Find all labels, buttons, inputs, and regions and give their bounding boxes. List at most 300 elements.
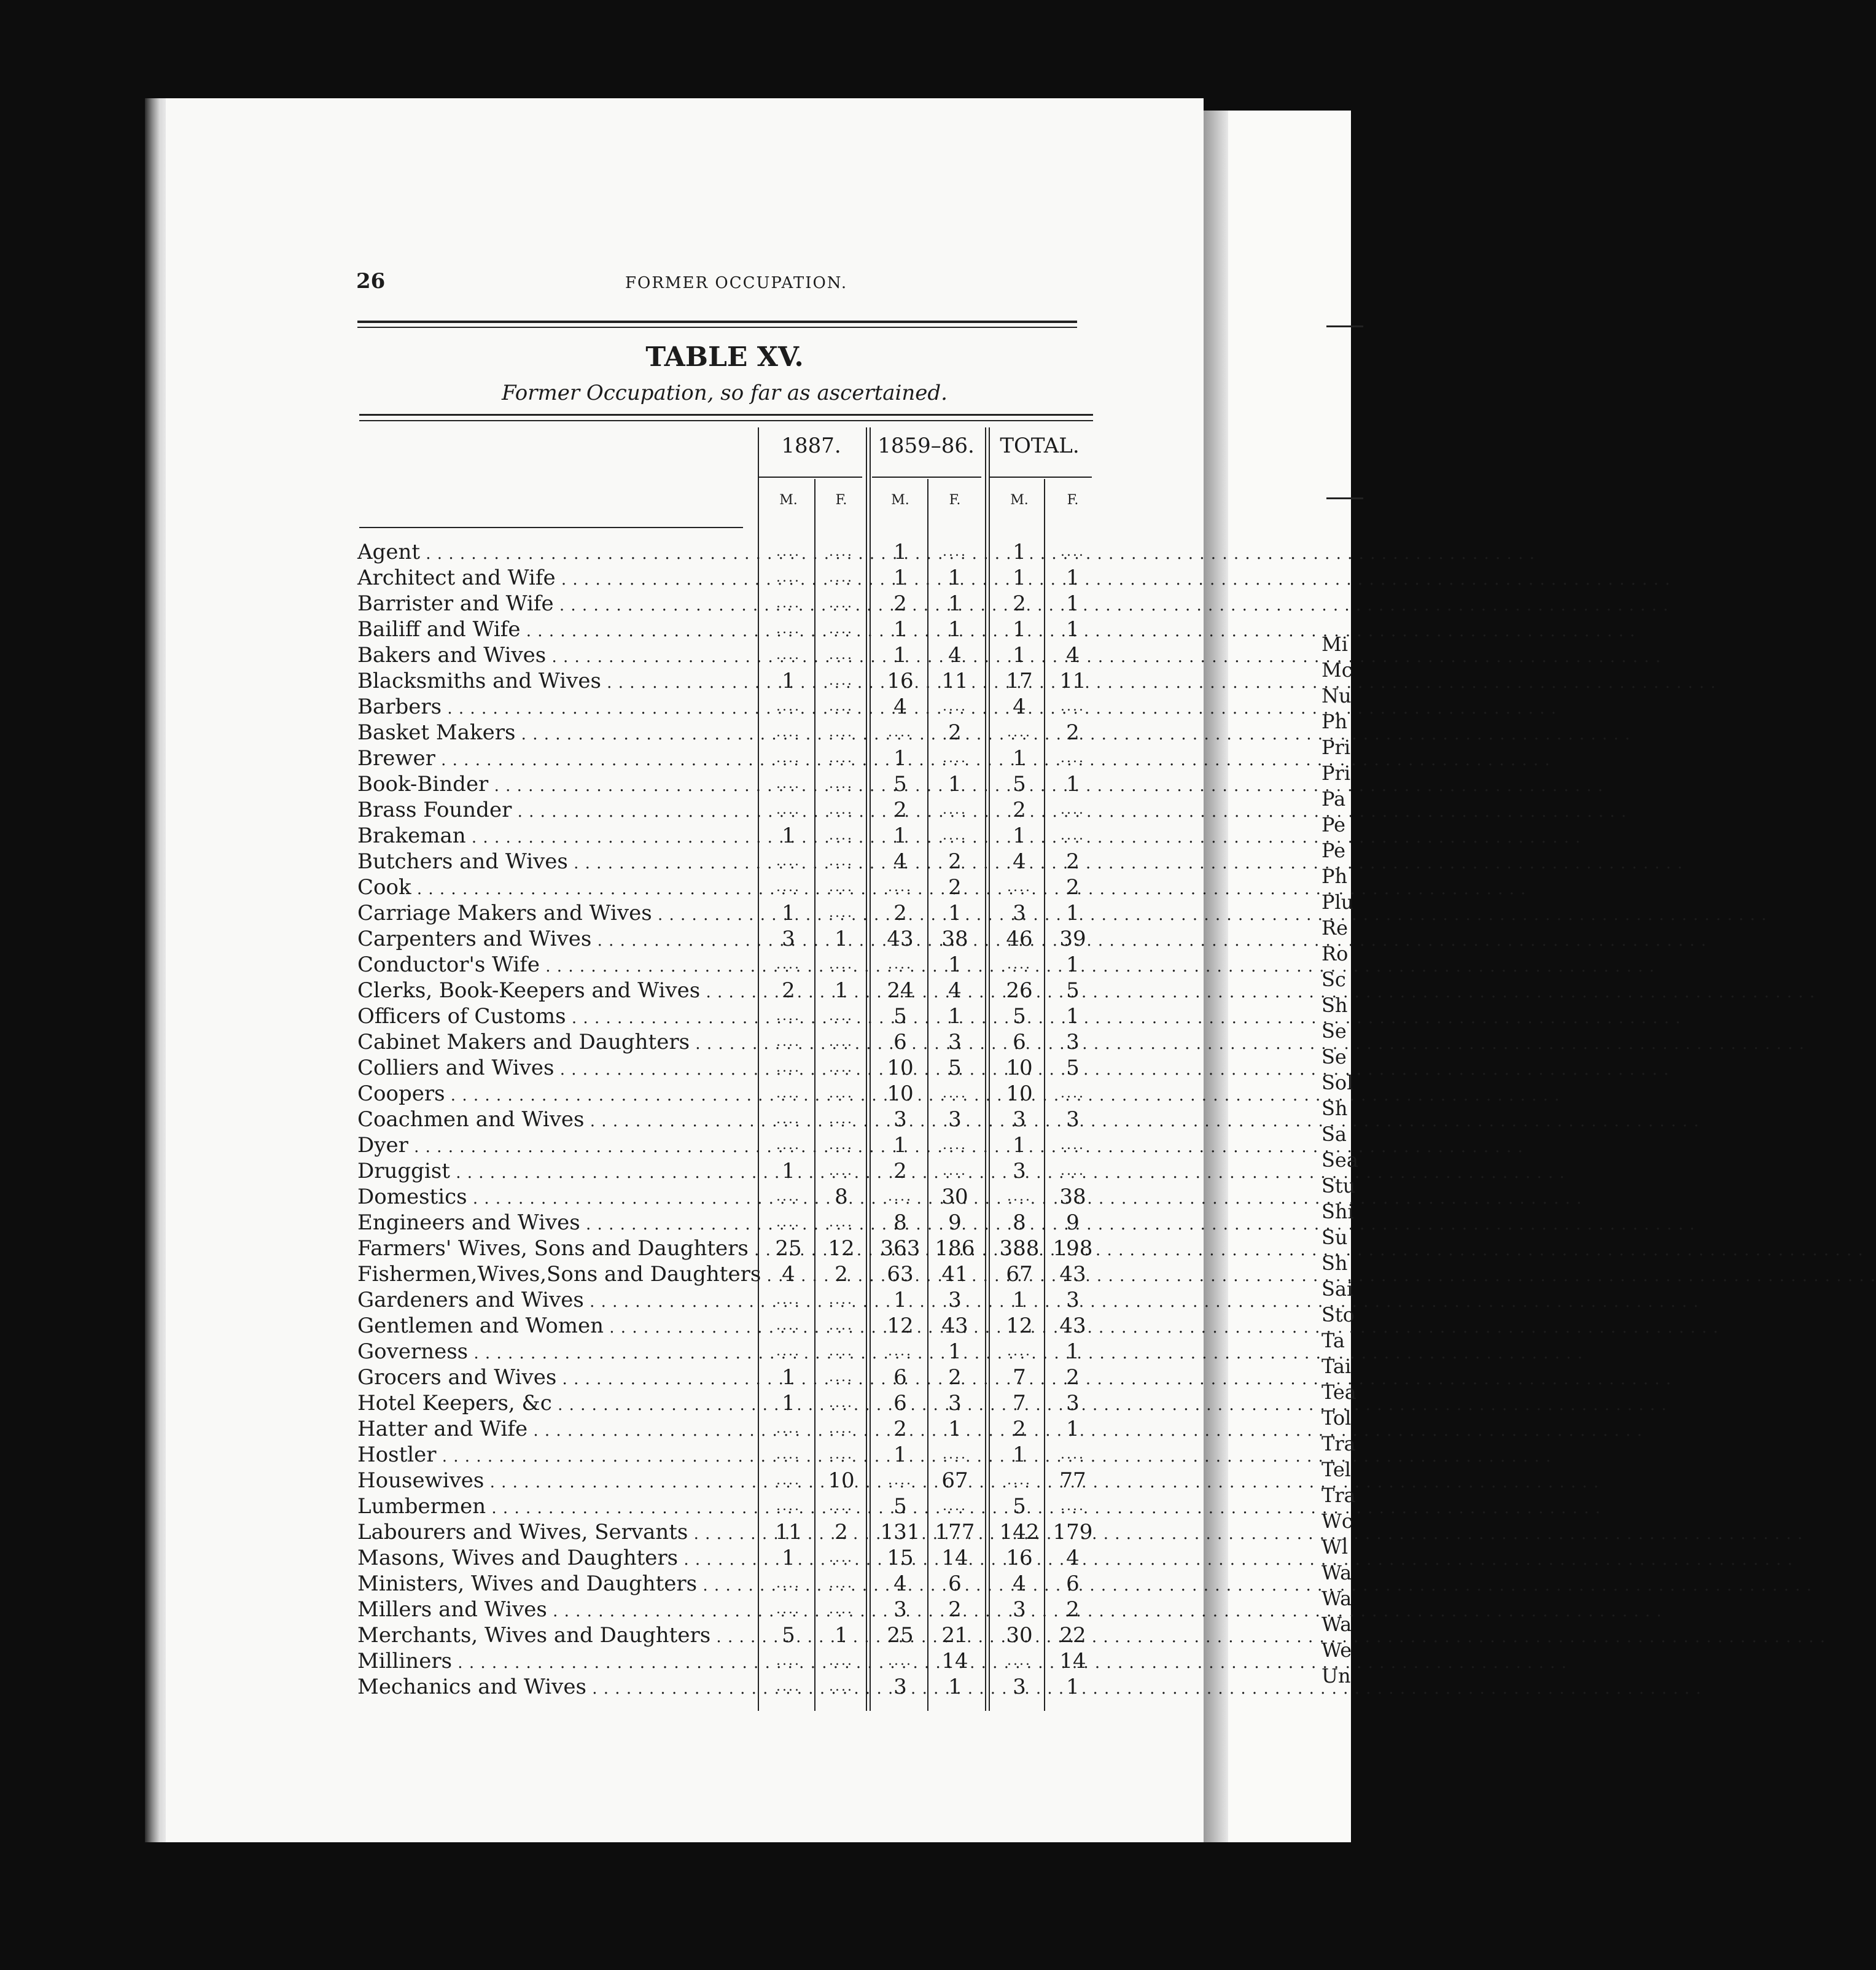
- row-value: 26: [1006, 978, 1033, 1003]
- row-value: ....: [829, 1421, 854, 1436]
- row-value: 10: [828, 1468, 855, 1493]
- row-value: 1: [893, 617, 907, 642]
- row-label: Butchers and Wives . . .: [357, 849, 757, 876]
- table-row: [357, 1493, 1094, 1519]
- row-value: 1: [835, 927, 848, 951]
- row-value: 4: [782, 1262, 795, 1287]
- row-value: 30: [941, 1185, 968, 1209]
- row-value: 15: [887, 1546, 914, 1570]
- row-value: ....: [829, 828, 854, 843]
- row-value: 6: [948, 1571, 962, 1596]
- row-label: Clerks, Book-Keepers and Wives . . .: [357, 978, 757, 1005]
- row-value: 2: [893, 1159, 907, 1183]
- row-value: ....: [776, 1498, 801, 1514]
- table-row: [357, 874, 1094, 900]
- row-value: 4: [1013, 1571, 1026, 1596]
- table-row: [357, 746, 1094, 771]
- table-row: [357, 591, 1094, 617]
- row-value: ....: [829, 1447, 854, 1462]
- row-value: ....: [1007, 725, 1032, 740]
- facing-page-fragment: Wa: [1321, 1613, 1352, 1636]
- row-value: 3: [948, 1107, 962, 1132]
- row-value: 198: [1053, 1236, 1093, 1261]
- row-value: 16: [1006, 1546, 1033, 1570]
- row-value: 2: [835, 1262, 848, 1287]
- row-label: Ministers, Wives and Daughters . . .: [357, 1571, 757, 1598]
- row-value: 1: [1066, 1339, 1080, 1364]
- row-value: 1: [835, 978, 848, 1003]
- row-value: ....: [1007, 1189, 1032, 1204]
- row-value: ....: [829, 1163, 854, 1178]
- row-label: Hotel Keepers, &c . . .: [357, 1390, 757, 1418]
- row-value: 3: [893, 1675, 907, 1699]
- row-value: ....: [776, 750, 801, 766]
- row-value: 1: [948, 591, 962, 616]
- row-value: ....: [776, 544, 801, 559]
- table-row: [357, 1390, 1094, 1416]
- row-value: 131: [880, 1520, 920, 1544]
- row-value: 11: [1059, 669, 1086, 693]
- row-value: 1: [948, 1004, 962, 1029]
- table-row: [357, 978, 1094, 1003]
- table-row: [357, 1622, 1094, 1648]
- row-value: ....: [776, 957, 801, 972]
- row-value: ....: [776, 1137, 801, 1153]
- row-value: 2: [948, 720, 962, 745]
- row-value: ....: [776, 1008, 801, 1024]
- facing-page-fragment: Sol: [1321, 1071, 1353, 1094]
- row-value: 1: [1066, 566, 1080, 590]
- row-value: 1: [893, 540, 907, 564]
- row-value: ....: [829, 1112, 854, 1127]
- row-value: ....: [829, 1576, 854, 1591]
- table-row: [357, 849, 1094, 874]
- row-value: 2: [948, 1597, 962, 1622]
- row-label: Fishermen,Wives,Sons and Daughters . . .: [357, 1261, 757, 1289]
- facing-page-fragment: Se: [1321, 1019, 1347, 1043]
- row-value: 1: [1013, 1288, 1026, 1312]
- row-value: 1: [782, 823, 795, 848]
- table-row: [357, 1597, 1094, 1622]
- row-value: 4: [1013, 849, 1026, 874]
- facing-page-fragment: Tra: [1321, 1432, 1356, 1455]
- row-value: 3: [1013, 901, 1026, 925]
- row-value: ....: [943, 750, 967, 766]
- row-value: 1: [1013, 617, 1026, 642]
- row-label: Agent . . .: [357, 539, 757, 567]
- table-row: [357, 668, 1094, 694]
- facing-page-fragment: Tol: [1321, 1406, 1352, 1430]
- row-value: ....: [829, 673, 854, 688]
- row-value: 4: [893, 1571, 907, 1596]
- facing-page-fragment: Pe: [1321, 839, 1346, 862]
- facing-page-fragment: Su: [1321, 1226, 1348, 1249]
- row-value: ....: [776, 1679, 801, 1694]
- row-value: 25: [887, 1623, 914, 1648]
- facing-page-fragment: Wa: [1321, 1561, 1352, 1584]
- row-value: ....: [829, 621, 854, 637]
- row-value: 39: [1059, 927, 1086, 951]
- row-value: ....: [943, 828, 967, 843]
- row-value: 6: [1066, 1571, 1080, 1596]
- row-value: 3: [893, 1597, 907, 1622]
- row-value: 6: [893, 1030, 907, 1054]
- row-value: 1: [948, 772, 962, 796]
- row-value: 2: [782, 978, 795, 1003]
- facing-page-fragment: Pri: [1321, 736, 1351, 759]
- row-value: ....: [829, 879, 854, 895]
- row-value: 177: [935, 1520, 975, 1544]
- facing-page-fragment: Pri: [1321, 761, 1351, 785]
- row-label: Colliers and Wives . . .: [357, 1055, 757, 1083]
- row-value: ....: [829, 544, 854, 559]
- row-value: ....: [829, 1550, 854, 1565]
- subheader-1887-f: F.: [835, 492, 847, 508]
- row-value: 2: [893, 901, 907, 925]
- row-value: ....: [776, 699, 801, 714]
- facing-page-fragment: Se: [1321, 1045, 1347, 1069]
- table-row: [357, 1184, 1094, 1210]
- row-value: 14: [941, 1649, 968, 1673]
- row-value: ....: [1061, 1498, 1085, 1514]
- table-row: [357, 1003, 1094, 1029]
- table-row: [357, 1442, 1094, 1468]
- facing-page-fragment: Un: [1321, 1664, 1351, 1688]
- facing-page-fragment: Tra: [1321, 1484, 1356, 1507]
- row-value: 67: [941, 1468, 968, 1493]
- row-value: 2: [948, 849, 962, 874]
- row-value: ....: [1007, 879, 1032, 895]
- row-value: 22: [1059, 1623, 1086, 1648]
- row-value: 1: [948, 901, 962, 925]
- row-label: Coachmen and Wives . . .: [357, 1107, 757, 1134]
- facing-page-rule: [1326, 325, 1363, 327]
- row-value: ....: [1061, 1447, 1085, 1462]
- row-value: 4: [1066, 643, 1080, 668]
- row-value: 4: [948, 978, 962, 1003]
- table-row: [357, 823, 1094, 849]
- facing-page-fragment: Sh: [1321, 994, 1348, 1017]
- row-value: ....: [776, 1292, 801, 1307]
- row-value: ....: [776, 725, 801, 740]
- row-value: 1: [893, 823, 907, 848]
- row-label: Blacksmiths and Wives . . .: [357, 668, 757, 696]
- row-value: ....: [943, 1163, 967, 1178]
- table-row: [357, 694, 1094, 720]
- row-label: Barbers . . .: [357, 694, 757, 722]
- table-row: [357, 642, 1094, 668]
- row-value: ....: [943, 1498, 967, 1514]
- row-value: 5: [893, 1494, 907, 1519]
- row-value: 4: [1013, 695, 1026, 719]
- row-value: 1: [1013, 1133, 1026, 1158]
- table-row: [357, 1674, 1094, 1700]
- facing-page-fragment: Ro: [1321, 942, 1349, 965]
- row-value: 3: [948, 1288, 962, 1312]
- table-row: [357, 1287, 1094, 1313]
- row-value: ....: [776, 1421, 801, 1436]
- row-value: 1: [782, 1159, 795, 1183]
- row-value: 5: [1013, 1494, 1026, 1519]
- row-value: ....: [776, 776, 801, 792]
- row-value: ....: [829, 1215, 854, 1230]
- row-label: Merchants, Wives and Daughters . . .: [357, 1622, 757, 1650]
- row-value: ....: [776, 596, 801, 611]
- row-value: 10: [1006, 1081, 1033, 1106]
- row-value: ....: [829, 1653, 854, 1668]
- row-value: 2: [893, 798, 907, 822]
- row-label: Hatter and Wife . . .: [357, 1416, 757, 1444]
- table-row: [357, 1081, 1094, 1107]
- table-row: [357, 565, 1094, 591]
- row-value: 3: [1013, 1597, 1026, 1622]
- row-value: ....: [888, 1653, 913, 1668]
- row-value: 7: [1013, 1365, 1026, 1390]
- facing-page-fragment: Sh: [1321, 1252, 1348, 1275]
- row-value: 25: [775, 1236, 802, 1261]
- row-label: Architect and Wife . . .: [357, 565, 757, 593]
- row-value: ....: [829, 854, 854, 869]
- row-value: ....: [888, 1344, 913, 1359]
- facing-page-fragment: Sh: [1321, 1097, 1348, 1120]
- row-label: Hostler . . .: [357, 1442, 757, 1470]
- row-value: ....: [888, 957, 913, 972]
- table-row: [357, 1210, 1094, 1236]
- group-underline: [872, 477, 981, 478]
- row-value: 3: [1013, 1107, 1026, 1132]
- row-value: 5: [782, 1623, 795, 1648]
- row-value: 9: [1066, 1210, 1080, 1235]
- facing-page-fragment: Mi: [1321, 633, 1348, 656]
- row-value: 1: [1066, 1675, 1080, 1699]
- row-value: ....: [776, 1576, 801, 1591]
- row-value: 1: [1013, 823, 1026, 848]
- facing-page-fragment: Wa: [1321, 1587, 1352, 1610]
- row-value: ....: [776, 647, 801, 663]
- header-rule: [357, 327, 1077, 328]
- facing-page-fragment: Sa: [1321, 1123, 1347, 1146]
- row-value: 14: [941, 1546, 968, 1570]
- group-header-1859-86: 1859–86.: [878, 434, 975, 458]
- row-value: 1: [782, 1391, 795, 1415]
- row-value: 6: [893, 1365, 907, 1390]
- row-label: Masons, Wives and Daughters . . .: [357, 1545, 757, 1573]
- row-value: 6: [1013, 1030, 1026, 1054]
- table-row: [357, 1029, 1094, 1055]
- row-value: ....: [829, 776, 854, 792]
- row-value: ....: [776, 802, 801, 817]
- row-value: 1: [1066, 617, 1080, 642]
- row-value: ....: [943, 544, 967, 559]
- row-value: 2: [1066, 849, 1080, 874]
- row-value: 4: [948, 643, 962, 668]
- row-value: ....: [776, 1034, 801, 1049]
- row-value: ....: [829, 1369, 854, 1385]
- table-row: [357, 1545, 1094, 1571]
- row-value: 7: [1013, 1391, 1026, 1415]
- row-value: ....: [829, 1292, 854, 1307]
- row-value: 142: [999, 1520, 1040, 1544]
- row-value: 43: [887, 927, 914, 951]
- row-value: 4: [893, 849, 907, 874]
- row-value: ....: [776, 1447, 801, 1462]
- row-value: ....: [829, 802, 854, 817]
- row-value: 4: [1066, 1546, 1080, 1570]
- row-value: ....: [1007, 1653, 1032, 1668]
- row-value: 16: [887, 669, 914, 693]
- row-label: Carriage Makers and Wives . . .: [357, 900, 757, 928]
- row-value: 8: [893, 1210, 907, 1235]
- row-value: 4: [893, 695, 907, 719]
- row-value: ....: [776, 1189, 801, 1204]
- row-value: ....: [776, 1086, 801, 1101]
- row-value: 1: [948, 1339, 962, 1364]
- row-label: Mechanics and Wives . . .: [357, 1674, 757, 1702]
- table-row: [357, 720, 1094, 746]
- row-value: ....: [943, 699, 967, 714]
- row-value: 1: [948, 566, 962, 590]
- row-value: 14: [1059, 1649, 1086, 1673]
- row-value: 3: [948, 1391, 962, 1415]
- row-value: 11: [941, 669, 968, 693]
- subheader-1859-f: F.: [949, 492, 961, 508]
- row-value: 5: [1013, 1004, 1026, 1029]
- row-value: 43: [941, 1314, 968, 1338]
- row-value: 8: [1013, 1210, 1026, 1235]
- row-value: 10: [1006, 1056, 1033, 1080]
- row-value: 1: [948, 952, 962, 977]
- row-value: ....: [829, 1318, 854, 1333]
- row-value: ....: [943, 1086, 967, 1101]
- row-value: 46: [1006, 927, 1033, 951]
- table-row: [357, 771, 1094, 797]
- row-label: Cabinet Makers and Daughters . . .: [357, 1029, 757, 1057]
- row-label: Basket Makers . . .: [357, 720, 757, 747]
- row-value: 38: [941, 927, 968, 951]
- row-label: Conductor's Wife . . .: [357, 952, 757, 979]
- row-value: ....: [829, 1679, 854, 1694]
- row-value: 3: [893, 1107, 907, 1132]
- row-value: 12: [828, 1236, 855, 1261]
- row-label: Engineers and Wives . . .: [357, 1210, 757, 1237]
- facing-page-fragment: Sea: [1321, 1148, 1358, 1172]
- row-value: 5: [948, 1056, 962, 1080]
- row-value: 1: [1066, 952, 1080, 977]
- row-value: 5: [893, 1004, 907, 1029]
- table-row: [357, 952, 1094, 978]
- row-label: Millers and Wives . . .: [357, 1597, 757, 1624]
- table-row: [357, 1261, 1094, 1287]
- row-label: Officers of Customs . . .: [357, 1003, 757, 1031]
- row-value: 1: [1013, 566, 1026, 590]
- facing-page-fragment: Sc: [1321, 968, 1346, 991]
- table-title: TABLE XV.: [645, 341, 804, 373]
- row-value: 12: [887, 1314, 914, 1338]
- row-value: 1: [1066, 1417, 1080, 1441]
- table-row: [357, 1055, 1094, 1081]
- row-value: ....: [829, 750, 854, 766]
- row-value: ....: [776, 879, 801, 895]
- row-label: Coopers . . .: [357, 1081, 757, 1108]
- table-top-rule: [359, 420, 1093, 421]
- table-row: [357, 1313, 1094, 1339]
- row-value: ....: [943, 802, 967, 817]
- row-value: ....: [829, 647, 854, 663]
- row-value: ....: [888, 879, 913, 895]
- row-value: 10: [887, 1056, 914, 1080]
- row-value: 1: [1013, 540, 1026, 564]
- row-label: Brass Founder . . .: [357, 797, 757, 825]
- row-value: 1: [1066, 591, 1080, 616]
- row-label: Housewives . . .: [357, 1468, 757, 1495]
- facing-page-fragment: Plu: [1321, 890, 1354, 914]
- row-label: Book-Binder . . .: [357, 771, 757, 799]
- row-value: ....: [776, 1344, 801, 1359]
- row-value: 8: [835, 1185, 848, 1209]
- row-value: 2: [948, 1365, 962, 1390]
- label-column-rule: [359, 527, 743, 528]
- row-value: ....: [829, 1498, 854, 1514]
- row-value: 38: [1059, 1185, 1086, 1209]
- row-value: 2: [1066, 1597, 1080, 1622]
- table-row: [357, 1158, 1094, 1184]
- row-label: Grocers and Wives . . .: [357, 1365, 757, 1392]
- group-header-1887: 1887.: [781, 434, 841, 458]
- row-value: 9: [948, 1210, 962, 1235]
- row-value: 3: [1066, 1288, 1080, 1312]
- row-value: 2: [893, 591, 907, 616]
- row-value: ....: [829, 699, 854, 714]
- row-value: ....: [829, 957, 854, 972]
- row-value: 363: [880, 1236, 920, 1261]
- row-value: ....: [776, 1473, 801, 1488]
- row-value: ....: [1061, 1086, 1085, 1101]
- row-value: 1: [1013, 746, 1026, 771]
- row-value: 1: [948, 617, 962, 642]
- row-value: 67: [1006, 1262, 1033, 1287]
- row-value: 3: [948, 1030, 962, 1054]
- row-value: ....: [776, 854, 801, 869]
- row-value: 5: [893, 772, 907, 796]
- row-value: 21: [941, 1623, 968, 1648]
- group-header-total: TOTAL.: [1000, 434, 1080, 458]
- table-row: [357, 900, 1094, 926]
- row-value: ....: [1007, 1473, 1032, 1488]
- row-label: Governess . . .: [357, 1339, 757, 1366]
- row-value: ....: [1061, 802, 1085, 817]
- row-value: ....: [829, 725, 854, 740]
- row-value: 2: [1066, 1365, 1080, 1390]
- row-value: ....: [829, 905, 854, 921]
- row-value: ....: [943, 1447, 967, 1462]
- row-value: 3: [1066, 1107, 1080, 1132]
- row-value: ....: [1061, 750, 1085, 766]
- row-value: 3: [1066, 1391, 1080, 1415]
- row-value: 1: [782, 901, 795, 925]
- row-value: 43: [1059, 1314, 1086, 1338]
- row-value: 1: [782, 1365, 795, 1390]
- row-value: ....: [1061, 544, 1085, 559]
- row-value: ....: [943, 1137, 967, 1153]
- facing-page-fragment: Sai: [1321, 1277, 1353, 1301]
- row-value: ....: [776, 1318, 801, 1333]
- row-value: 2: [1013, 591, 1026, 616]
- row-value: 30: [1006, 1623, 1033, 1648]
- row-value: 1: [893, 1288, 907, 1312]
- row-label: Cook . . .: [357, 874, 757, 902]
- row-value: 6: [893, 1391, 907, 1415]
- group-underline: [759, 477, 862, 478]
